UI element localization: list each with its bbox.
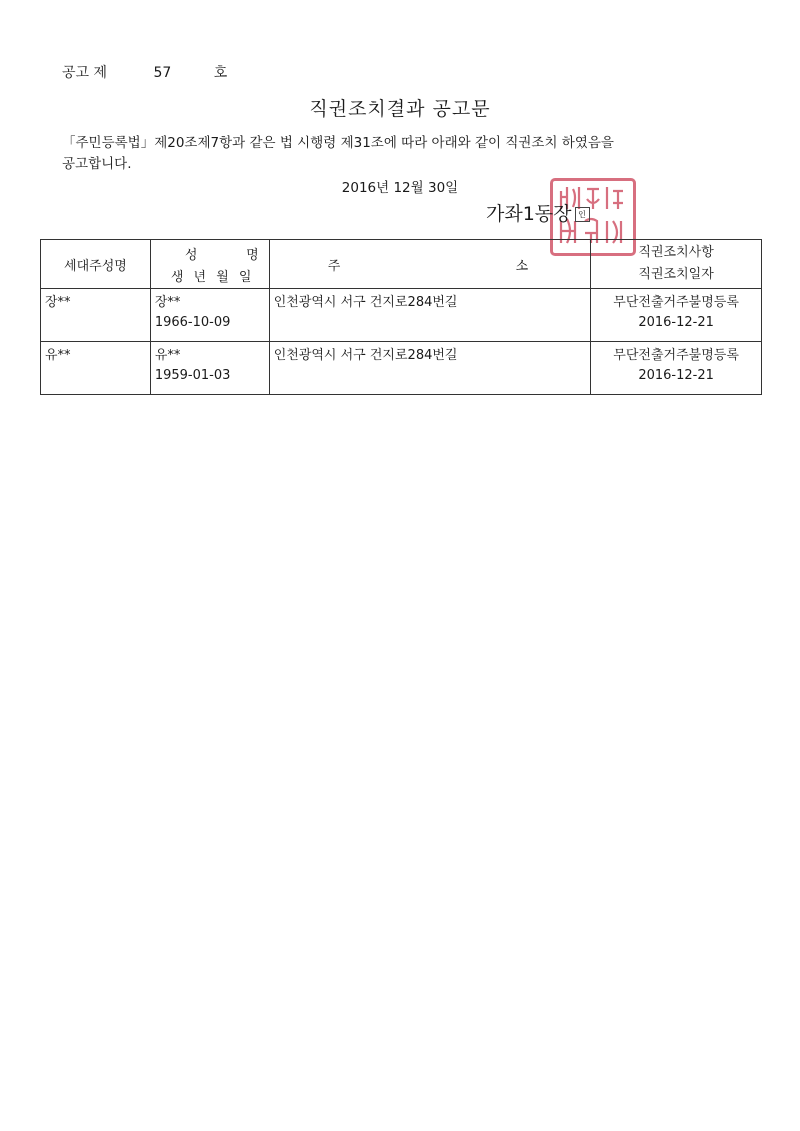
- row-address: [269, 289, 590, 342]
- header-name-birth: [150, 240, 269, 289]
- header-address-right: 소: [515, 259, 529, 274]
- table-header-row: [41, 240, 762, 289]
- notice-number: 57: [153, 65, 172, 81]
- row-household-head: [41, 342, 151, 395]
- row-household-head-text: 장**: [45, 295, 71, 310]
- header-action: [591, 240, 762, 289]
- row-address-text: 인천광역시 서구 건지로284번길: [273, 348, 458, 363]
- notice-suffix: 호: [213, 65, 228, 81]
- row-name: 장**: [154, 295, 181, 310]
- header-address-left: 주: [327, 259, 341, 274]
- notice-number-line: [62, 62, 227, 82]
- notice-body-line-1: 「주민등록법」제20조제7항과 같은 법 시행령 제31조에 따라 아래와 같이 직권조치 하였음을: [62, 135, 614, 151]
- row-action-date: 2016-12-21: [638, 315, 714, 330]
- row-name-birth: [150, 342, 269, 395]
- row-address: [269, 342, 590, 395]
- header-birth: 생 년 월 일: [170, 270, 255, 285]
- table-row: [41, 342, 762, 395]
- page-title: 직권조치결과 공고문: [309, 98, 491, 120]
- header-address: [269, 240, 590, 289]
- header-action-date: 직권조치일자: [638, 267, 714, 282]
- row-name-birth: [150, 289, 269, 342]
- row-household-head-text: 유**: [45, 348, 71, 363]
- row-action-type: 무단전출거주불명등록: [613, 348, 739, 363]
- header-name-left: 성: [184, 248, 198, 263]
- notice-body: [62, 133, 614, 175]
- notice-body-line-2: 공고합니다.: [62, 156, 132, 172]
- row-action: [591, 342, 762, 395]
- row-birth: 1966-10-09: [154, 315, 231, 330]
- action-result-table: [40, 239, 762, 395]
- row-name: 유**: [154, 348, 181, 363]
- header-action-type: 직권조치사항: [638, 245, 714, 260]
- table-row: [41, 289, 762, 342]
- row-birth: 1959-01-03: [154, 368, 231, 383]
- row-action: [591, 289, 762, 342]
- row-household-head: [41, 289, 151, 342]
- row-action-date: 2016-12-21: [638, 368, 714, 383]
- header-name-right: 명: [246, 248, 259, 263]
- row-address-text: 인천광역시 서구 건지로284번길: [273, 295, 458, 310]
- notice-prefix: 공고 제: [62, 65, 108, 81]
- notice-date: 2016년 12월 30일: [341, 180, 459, 196]
- seal-mark: 인: [575, 207, 590, 222]
- header-household-head: 세대주성명: [41, 240, 151, 289]
- issuer-name: 가좌1동장: [486, 203, 572, 225]
- issuer-signature: [486, 199, 590, 226]
- row-action-type: 무단전출거주불명등록: [613, 295, 739, 310]
